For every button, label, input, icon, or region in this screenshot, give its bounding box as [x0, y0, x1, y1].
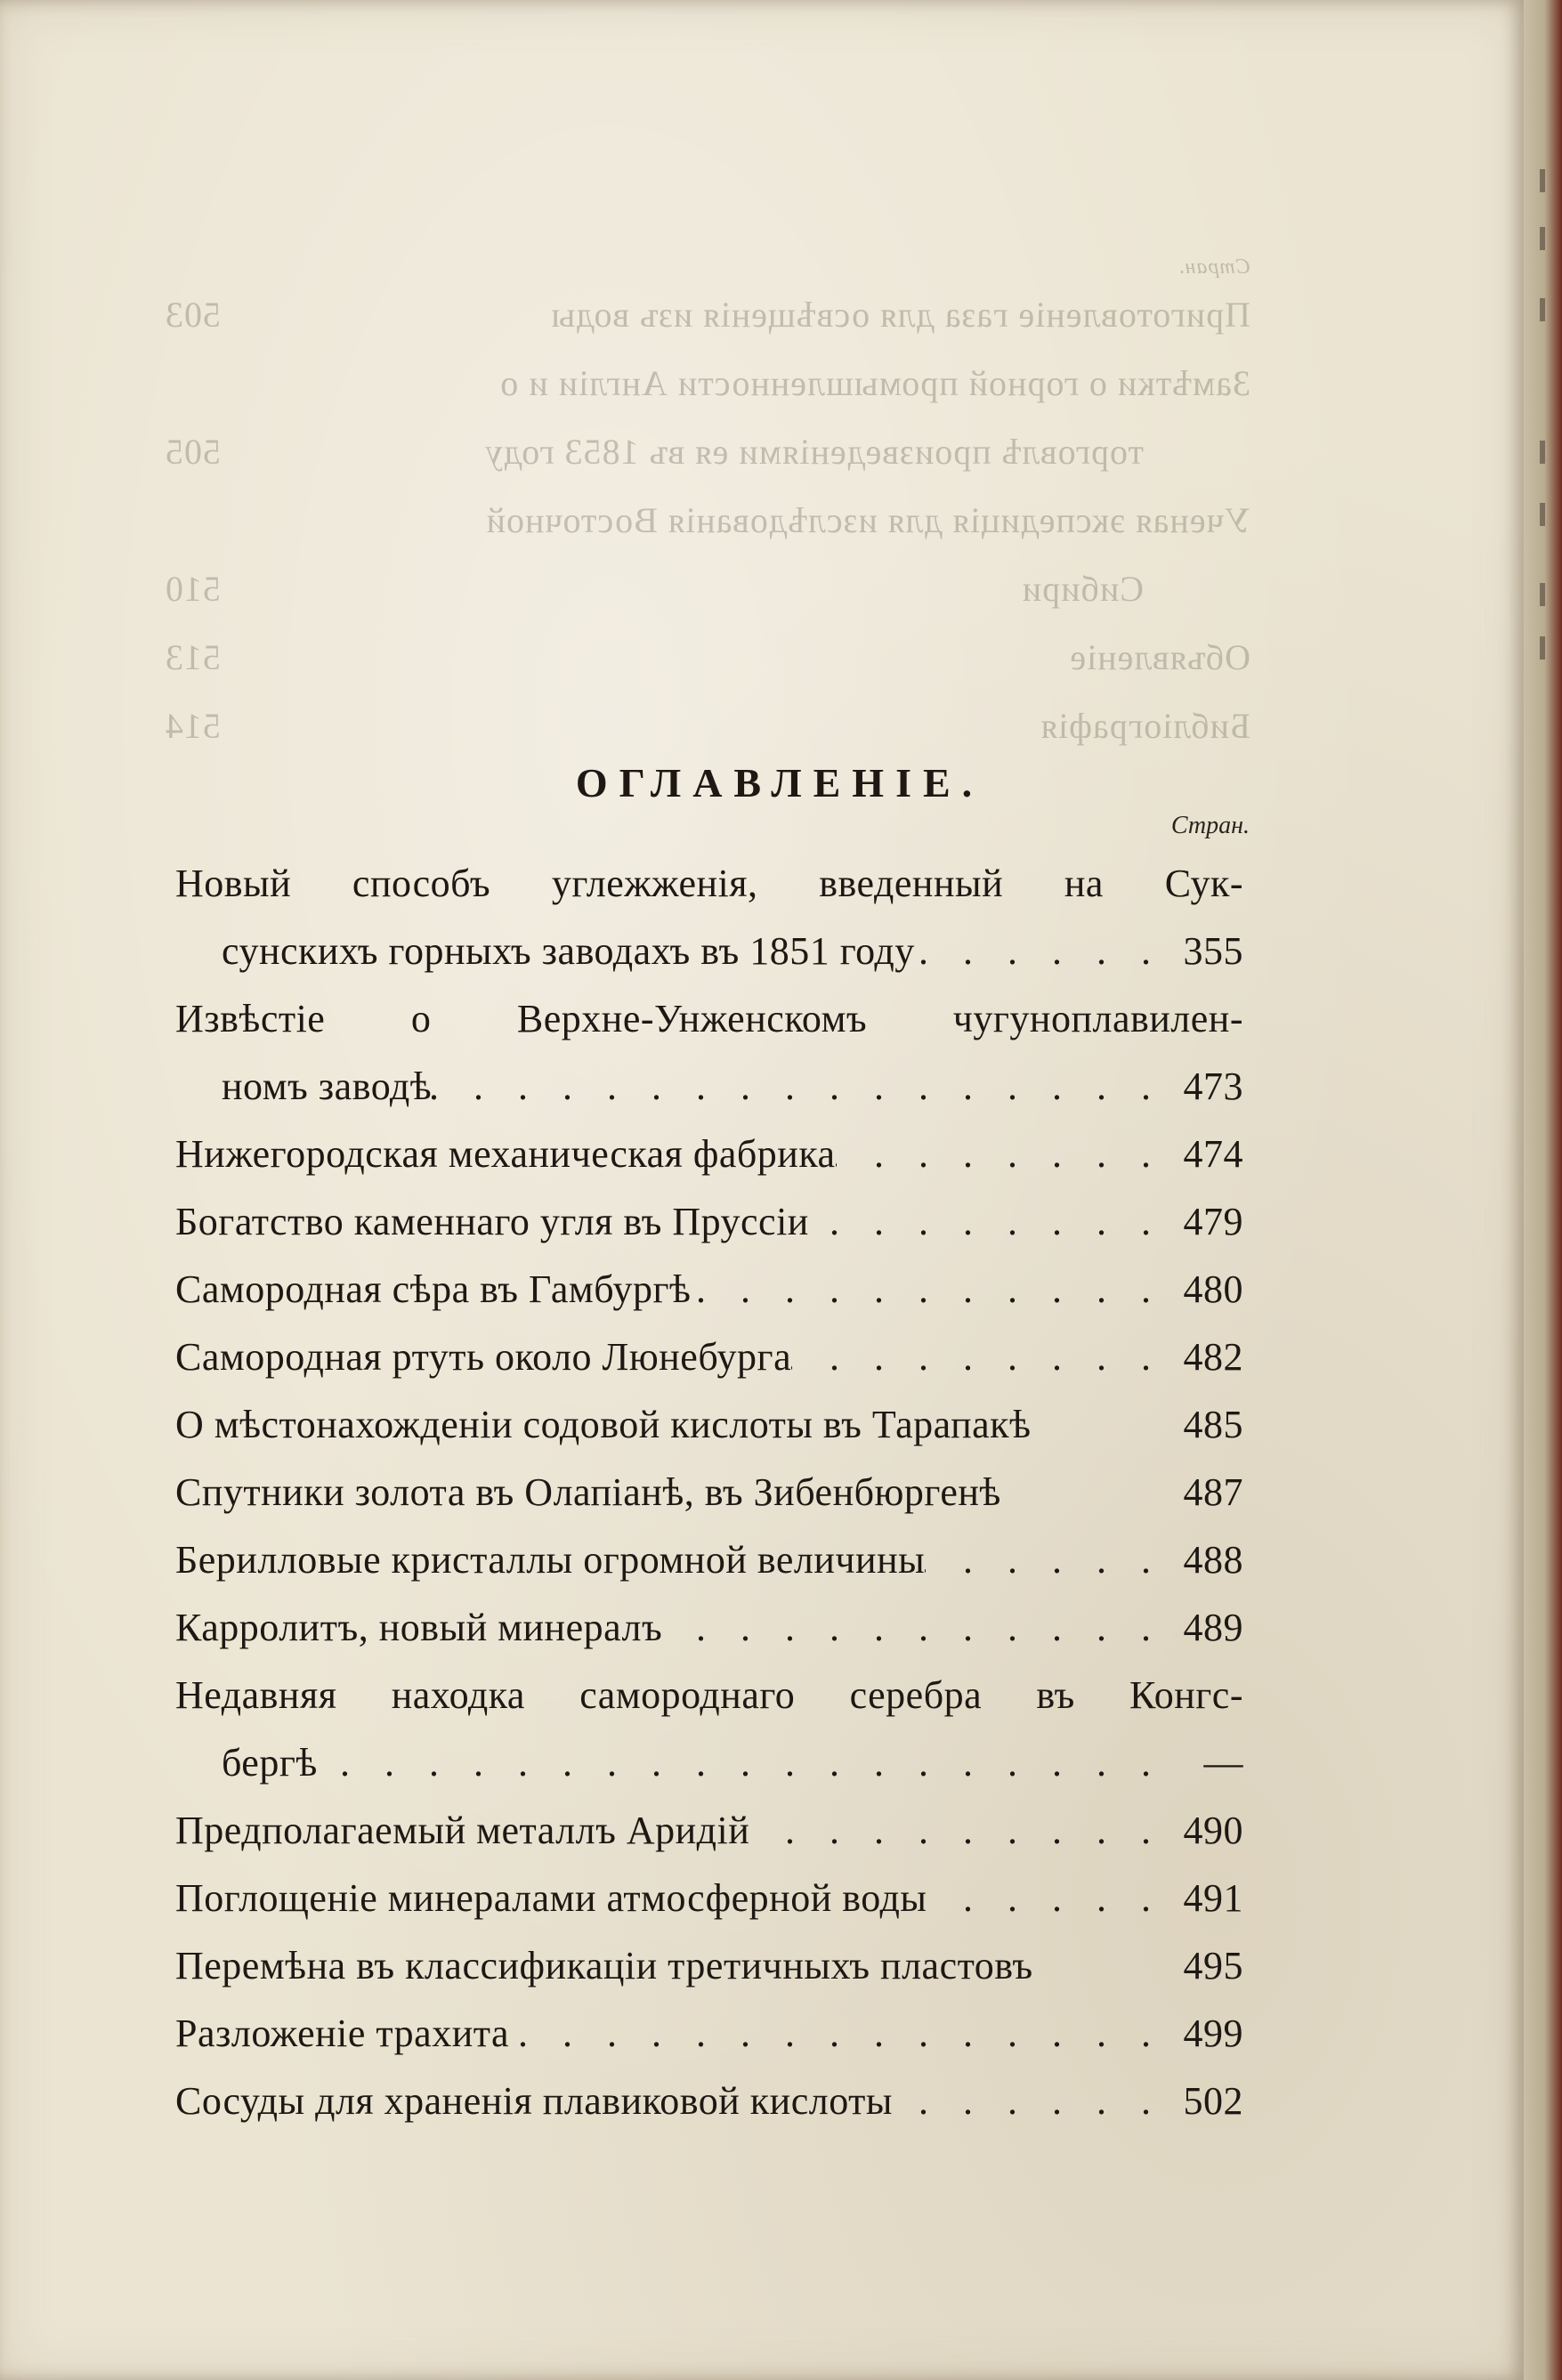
page-title: ОГЛАВЛЕНІЕ.: [575, 760, 984, 805]
toc-entry-title: Самородная ртуть около Люнебурга: [175, 1335, 792, 1379]
toc-entry-line: [175, 2068, 1243, 2135]
table-of-contents: [175, 850, 1243, 2135]
toc-entry-line: [175, 1662, 1243, 1729]
toc-page-number: 482: [1183, 1335, 1243, 1379]
toc-entry-line: [175, 1053, 1243, 1121]
dot-leader: [662, 1594, 1163, 1662]
bleed-row: Объявленіе 513: [165, 637, 1250, 677]
dot-leader: [893, 2068, 1163, 2135]
toc-entry-line: [175, 1391, 1243, 1459]
toc-entry-line: [175, 1594, 1243, 1662]
toc-entry-title: Берилловые кристаллы огромной величины: [175, 1538, 926, 1582]
bleed-row: Приготовленіе газа для освѣщенія изъ воды 503: [165, 295, 1250, 335]
bleed-row: торговлѣ произведеніями ея въ 1853 году 505: [165, 432, 1144, 472]
toc-entry-title: Спутники золота въ Олапіанѣ, въ Зибенбюргенѣ: [175, 1470, 1001, 1514]
toc-entry-line: [175, 1188, 1243, 1256]
edge-mark: [1540, 441, 1545, 464]
toc-entry-line: [175, 1121, 1243, 1188]
dot-leader: [915, 918, 1163, 985]
toc-page-number: 489: [1183, 1606, 1243, 1649]
bleed-row: Библіографія 514: [165, 706, 1250, 746]
toc-page-number: 480: [1183, 1267, 1243, 1311]
toc-page-number: 502: [1183, 2079, 1243, 2123]
toc-entry-title: Перемѣна въ классификаціи третичныхъ пластовъ: [175, 1944, 1033, 1987]
toc-entry-title: Новый способъ углежженія, введенный на Сук-: [175, 862, 1243, 905]
toc-entry-line: [175, 985, 1243, 1053]
edge-mark: [1540, 583, 1545, 606]
toc-entry-line: [175, 1797, 1243, 1865]
toc-page-number: 485: [1183, 1403, 1243, 1446]
toc-page-number: 495: [1183, 1944, 1243, 1987]
edge-mark: [1540, 298, 1545, 321]
dot-leader: [691, 1256, 1163, 1324]
bleed-row: Ученая экспедиція для изслѣдованія Восточной: [485, 500, 1250, 540]
toc-entry-title: Нижегородская механическая фабрика: [175, 1132, 836, 1176]
toc-entry-title: Недавняя находка самороднаго серебра въ Конгс-: [175, 1673, 1243, 1717]
bleed-row: Сибири 510: [165, 569, 1144, 609]
toc-entry-line: [175, 850, 1243, 918]
toc-page-number: 499: [1183, 2012, 1243, 2055]
toc-entry-title: сунскихъ горныхъ заводахъ въ 1851 году: [222, 929, 915, 973]
toc-entry-title: О мѣстонахожденіи содовой кислоты въ Тарапакѣ: [175, 1403, 1032, 1446]
toc-page-number: 355: [1183, 929, 1243, 973]
toc-entry-line: [175, 1526, 1243, 1594]
toc-entry-line: [175, 1459, 1243, 1526]
dot-leader: [432, 1053, 1163, 1121]
toc-page-number: 479: [1183, 1200, 1243, 1243]
dot-leader: [925, 1526, 1163, 1594]
dot-leader: [836, 1121, 1163, 1188]
toc-entry-line: [175, 1932, 1243, 2000]
toc-entry-title: номъ заводѣ: [222, 1065, 433, 1108]
toc-entry-line: [175, 1729, 1243, 1797]
dot-leader: [927, 1865, 1163, 1932]
page-edge-strip: [1524, 0, 1562, 2380]
bleed-row: Замѣтки о горной промышленности Англіи и о: [499, 363, 1250, 403]
toc-entry-title: бергѣ: [222, 1741, 318, 1785]
edge-mark: [1540, 503, 1545, 526]
edge-mark: [1540, 169, 1545, 192]
toc-page-number: 490: [1183, 1809, 1243, 1852]
dot-leader: [749, 1797, 1163, 1865]
dot-leader: [809, 1188, 1163, 1256]
toc-entry-line: [175, 2000, 1243, 2068]
dot-leader: [509, 2000, 1163, 2068]
toc-entry-line: [175, 1256, 1243, 1324]
toc-entry-title: Карролитъ, новый минералъ: [175, 1606, 663, 1649]
toc-entry-line: [175, 918, 1243, 985]
page-column-label: Стран.: [1170, 812, 1250, 839]
toc-entry-title: Извѣстіе о Верхне-Унженскомъ чугуноплавилен-: [175, 997, 1243, 1040]
toc-entry-title: Сосуды для храненія плавиковой кислоты: [175, 2079, 893, 2123]
toc-entry-line: [175, 1324, 1243, 1391]
bleed-col-label: Стран.: [1178, 255, 1250, 279]
toc-entry-title: Богатство каменнаго угля въ Пруссіи: [175, 1200, 809, 1243]
toc-entry-title: Поглощеніе минералами атмосферной воды: [175, 1876, 927, 1920]
bleed-through-text: [165, 254, 1250, 760]
toc-entry-title: Разложеніе трахита: [175, 2012, 510, 2055]
toc-entry-line: [175, 1865, 1243, 1932]
toc-entry-title: Предполагаемый металлъ Аридій: [175, 1809, 750, 1852]
edge-mark: [1540, 636, 1545, 660]
toc-page-number: 488: [1183, 1538, 1243, 1582]
toc-page-number: —: [1203, 1741, 1243, 1785]
toc-page-number: 491: [1183, 1876, 1243, 1920]
toc-page-number: 474: [1183, 1132, 1243, 1176]
toc-page-number: 473: [1183, 1065, 1243, 1108]
edge-mark: [1540, 227, 1545, 250]
dot-leader: [791, 1324, 1163, 1391]
dot-leader: [318, 1729, 1163, 1797]
toc-page-number: 487: [1183, 1470, 1243, 1514]
toc-entry-title: Самородная сѣра въ Гамбургѣ: [175, 1267, 692, 1311]
